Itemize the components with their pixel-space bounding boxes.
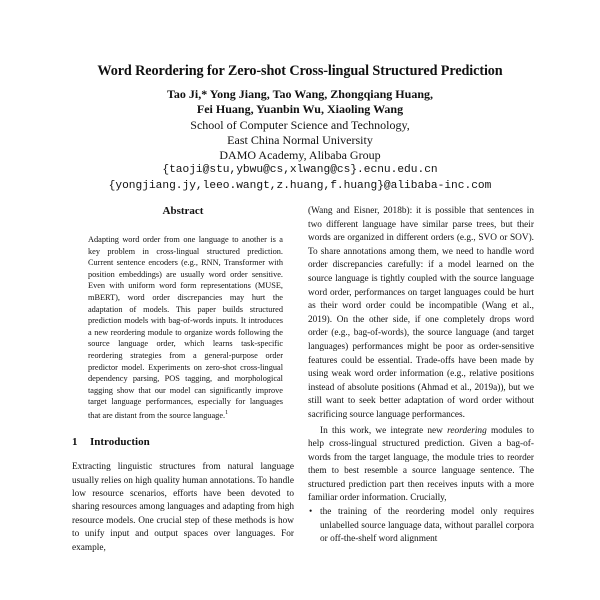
affiliation-1-line2: East China Normal University <box>227 132 373 147</box>
right-column <box>308 205 534 600</box>
section-heading-introduction <box>72 436 294 448</box>
intro-paragraph: Extracting linguistic structures from natural language usually relies on high quality human annotations. To handle low resource scenarios, efforts have been devoted to sharing resources among languages and adapting from high resource models. One crucial step of these methods is how to unify input and output spaces over languages. For example, <box>72 462 294 553</box>
right-paragraph-1: (Wang and Eisner, 2018b): it is possible that sentences in two different language have similar parse trees, but their words are organized in different orders (e.g., SVO or SOV). To share annotations among them, we need to handle word order discrepancies carefully: if a model learned on the source language is tightly coupled with the source language word order, performances on target languages could be hurt as their word order could be incompatible (Wang et al., 2019). On the other side, if one completely drops word order (e.g., bag-of-words), the source language (and target languages) performances might be poor as order-sensitive features could be essential. Trade-offs have been made by using weak word order information (e.g., relative positions instead of absolute positions (Ahmad et al., 2019a)), but we still want to seek better adaptation of word order without sacrificing source language performances. <box>308 206 534 420</box>
email-line-2: {yongjiang.jy,leeo.wangt,z.huang,f.huang}@alibaba-inc.com <box>108 179 492 192</box>
abstract-body: Adapting word order from one language to another is a key problem in cross-lingual structured prediction. Current sentence encoders (e.g., RNN, Transformer with position embeddings) are usually word order sensitive. Even with uniform word form representations (MUSE, mBERT), word order discrepancies may hurt the adaptation of models. This paper builds structured prediction models with bag-of-words inputs. It introduces a new reordering module to organize words following the source language order, which learns task-specific reordering strategies from a general-purpose order predictor model. Experiments on zero-shot cross-lingual dependency parsing, POS tagging, and morphological tagging show that our model can significantly improve target language performances, especially for languages that are distant from the source language. <box>88 235 283 420</box>
author-block <box>0 87 600 194</box>
author-names-line2: Fei Huang, Yuanbin Wu, Xiaoling Wang <box>196 102 404 117</box>
bullet-item-1 <box>308 506 534 547</box>
intro-clip <box>72 461 294 591</box>
paper-title: Word Reordering for Zero-shot Cross-lingual Structured Prediction <box>97 63 503 79</box>
right-paragraph-2 <box>308 425 534 507</box>
abstract-text <box>88 234 283 421</box>
bullet-dot: • <box>309 507 313 518</box>
para2-text-start: In this work, we integrate new <box>320 425 448 436</box>
section-number: 1 <box>72 436 78 449</box>
para2-emphasis: reordering <box>447 425 487 436</box>
abstract-heading: Abstract <box>162 205 204 217</box>
section-title: Introduction <box>90 436 150 449</box>
left-column <box>72 205 294 591</box>
bullet-text: the training of the reordering model only requires unlabelled source language data, without parallel corpora or off-the-shelf word alignment <box>320 507 534 545</box>
para2-text-end: modules to help cross-lingual structured prediction. Given a bag-of-words from the target language, the module tries to reorder them to best resemble a source language sentence. The structured prediction part then receives inputs with a more familiar order information. Crucially, <box>308 425 534 504</box>
affiliation-1-line1: School of Computer Science and Technology, <box>190 117 410 132</box>
footnote-marker[interactable]: 1 <box>225 409 229 416</box>
affiliation-2: DAMO Academy, Alibaba Group <box>219 148 381 163</box>
email-line-1: {taoji@stu,ybwu@cs,xlwang@cs}.ecnu.edu.cn <box>162 164 438 177</box>
author-names-line1: Tao Ji,* Yong Jiang, Tao Wang, Zhongqiang Huang, <box>166 87 433 101</box>
